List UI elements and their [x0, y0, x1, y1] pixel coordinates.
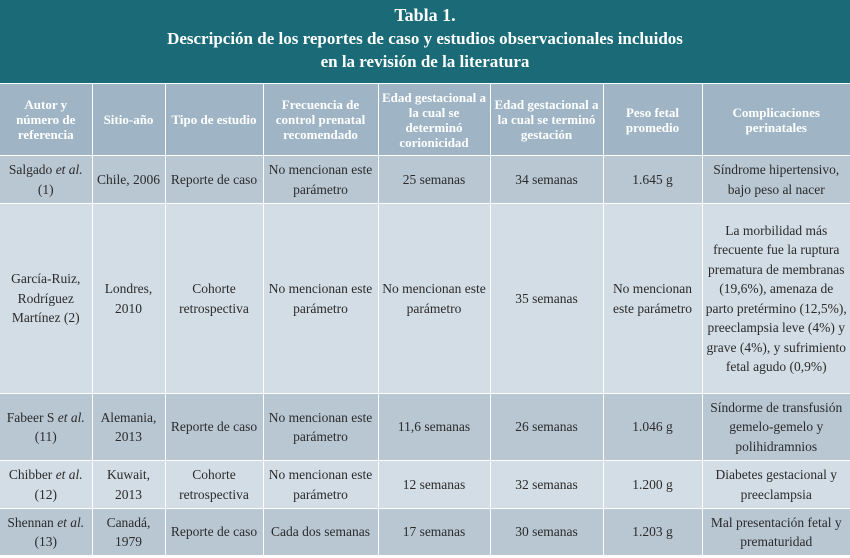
author-ref: (11) [34, 429, 57, 444]
cell-frequency: Cada dos semanas [263, 509, 378, 556]
author-ref: (12) [34, 486, 57, 502]
cell-type: Reporte de caso [165, 156, 263, 204]
author-name: Salgado [8, 162, 53, 177]
table-row [0, 394, 850, 461]
header-age-termination: Edad gestacional a la cual se terminó gestación [490, 84, 603, 156]
author-ref: (2) [63, 310, 80, 326]
author-etal: et al. [57, 514, 85, 530]
header-study-type: Tipo de estudio [165, 84, 263, 156]
header-fetal-weight: Peso fetal promedio [603, 84, 702, 156]
cell-frequency: No mencionan este parámetro [263, 156, 378, 204]
cell-frequency: No mencionan este parámetro [263, 204, 378, 394]
cell-weight: No mencionan este parámetro [603, 204, 702, 394]
cell-type: Cohorte retrospectiva [165, 461, 263, 509]
cell-weight: 1.203 g [603, 509, 702, 556]
cell-type: Reporte de caso [165, 509, 263, 556]
table-row [0, 461, 850, 509]
cell-age-termination: 26 semanas [490, 394, 603, 461]
author-etal: et al. [55, 467, 83, 482]
cell-frequency: No mencionan este parámetro [263, 461, 378, 509]
cell-author [0, 509, 92, 556]
table-title-line-2: en la revisión de la literatura [320, 52, 530, 71]
cell-author [0, 461, 92, 509]
header-row [0, 84, 850, 156]
cell-age-termination: 32 semanas [490, 461, 603, 509]
header-site-year: Sitio-año [92, 84, 165, 156]
author-name: Chibber [8, 467, 53, 482]
header-prenatal-frequency: Frecuencia de control prenatal recomendado [263, 84, 378, 156]
cell-author [0, 204, 92, 394]
cell-age-corionicity: No mencionan este parámetro [378, 204, 490, 394]
header-age-corionicity: Edad gestacional a la cual se determinó corionicidad [378, 84, 490, 156]
cell-age-termination: 34 semanas [490, 156, 603, 204]
cell-site: Alemania, 2013 [92, 394, 165, 461]
cell-complications: Síndorme de transfusión gemelo-gemelo y polihidramnios [702, 394, 850, 461]
cell-complications: La morbilidad más frecuente fue la ruptura prematura de membranas (19,6%), amenaza de parto pretérmino (12,5%), preeclampsia leve (4%) y grave (4%), y sufrimiento fetal agudo (0,9%) [702, 204, 850, 394]
cell-site: Canadá, 1979 [92, 509, 165, 556]
table-title-line-1: Descripción de los reportes de caso y estudios observacionales incluidos [167, 29, 683, 48]
header-complications: Complicaciones perinatales [702, 84, 850, 156]
cell-author [0, 394, 92, 461]
author-name: García-Ruiz, Rodríguez Martínez [11, 271, 81, 326]
table-row [0, 156, 850, 204]
cell-site: Chile, 2006 [92, 156, 165, 204]
table-row [0, 204, 850, 394]
cell-weight: 1.046 g [603, 394, 702, 461]
table-row [0, 509, 850, 556]
cell-weight: 1.645 g [603, 156, 702, 204]
cell-age-termination: 35 semanas [490, 204, 603, 394]
cell-complications: Síndrome hipertensivo, bajo peso al nacer [702, 156, 850, 204]
case-reports-table [0, 83, 850, 556]
cell-age-corionicity: 25 semanas [378, 156, 490, 204]
cell-type: Cohorte retrospectiva [165, 204, 263, 394]
author-ref: (13) [34, 534, 57, 549]
cell-frequency: No mencionan este parámetro [263, 394, 378, 461]
author-etal: et al. [55, 162, 83, 177]
author-ref: (1) [37, 181, 54, 197]
cell-type: Reporte de caso [165, 394, 263, 461]
title-bar [0, 0, 850, 83]
header-author: Autor y número de referencia [0, 84, 92, 156]
author-name: Shennan [7, 514, 54, 530]
cell-age-termination: 30 semanas [490, 509, 603, 556]
table-label: Tabla 1. [394, 5, 456, 25]
cell-age-corionicity: 11,6 semanas [378, 394, 490, 461]
author-name: Fabeer S [6, 409, 55, 425]
cell-complications: Mal presentación fetal y prematuridad [702, 509, 850, 556]
cell-author [0, 156, 92, 204]
cell-weight: 1.200 g [603, 461, 702, 509]
cell-site: Kuwait, 2013 [92, 461, 165, 509]
cell-site: Londres, 2010 [92, 204, 165, 394]
cell-age-corionicity: 12 semanas [378, 461, 490, 509]
author-etal: et al. [57, 409, 85, 425]
cell-complications: Diabetes gestacional y preeclampsia [702, 461, 850, 509]
cell-age-corionicity: 17 semanas [378, 509, 490, 556]
